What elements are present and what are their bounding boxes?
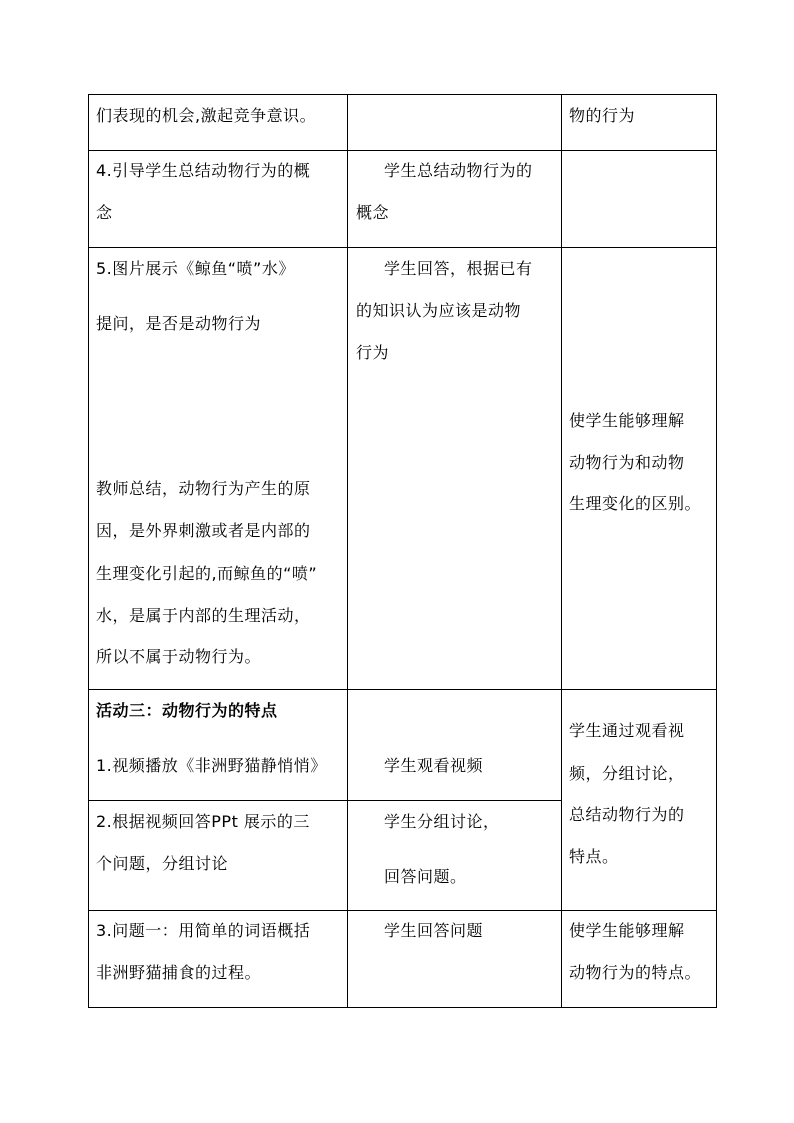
row3-summary-line3: 生理变化引起的,而鲸鱼的“喷” [96, 564, 318, 583]
row6-student-line1: 学生回答问题 [384, 921, 484, 940]
row2-teacher-line1: 4.引导学生总结动物行为的概 [96, 161, 311, 180]
activity-three-heading: 活动三：动物行为的特点 [96, 701, 278, 720]
row3-teacher-line2: 提问，是否是动物行为 [96, 314, 262, 333]
row4-design-line1: 学生通过观看视 [569, 721, 685, 740]
row3-student-line2: 的知识认为应该是动物 [356, 301, 522, 320]
row3-design-line2: 动物行为和动物 [569, 453, 685, 472]
row3-design-line3: 生理变化的区别。 [569, 494, 702, 513]
row3-teacher-line1: 5.图片展示《鲸鱼“喷”水》 [96, 259, 295, 278]
row2-student-line1: 学生总结动物行为的 [384, 161, 533, 180]
row3-summary-line4: 水，是属于内部的生理活动， [96, 606, 311, 625]
row3-summary-line5: 所以不属于动物行为。 [96, 647, 262, 666]
row4-design-line4: 特点。 [569, 847, 619, 866]
row2-student-line2: 概念 [356, 203, 390, 222]
row5-teacher-line2: 个问题，分组讨论 [96, 854, 229, 873]
row4-design-line3: 总结动物行为的 [569, 805, 685, 824]
row4-design-line2: 频，分组讨论， [569, 764, 685, 783]
row6-teacher-line1: 3.问题一：用简单的词语概括 [96, 921, 311, 940]
row6-teacher-line2: 非洲野猫捕食的过程。 [96, 963, 262, 982]
row6-design-line2: 动物行为的特点。 [569, 963, 702, 982]
row2-teacher-line2: 念 [96, 203, 113, 222]
row1-design-line1: 物的行为 [569, 106, 636, 125]
row3-student-line3: 行为 [356, 343, 390, 362]
row5-student-line1: 学生分组讨论， [384, 812, 500, 831]
row4-student-line1: 学生观看视频 [384, 756, 484, 775]
row1-teacher-line1: 们表现的机会,激起竞争意识。 [96, 106, 317, 125]
row4-teacher-line1: 1.视频播放《非洲野猫静悄悄》 [96, 756, 327, 775]
row5-student-line2: 回答问题。 [384, 867, 467, 886]
row3-summary-line2: 因，是外界刺激或者是内部的 [96, 521, 311, 540]
row6-design-line1: 使学生能够理解 [569, 921, 685, 940]
row3-design-line1: 使学生能够理解 [569, 411, 685, 430]
row3-student-line1: 学生回答，根据已有 [384, 259, 533, 278]
row5-teacher-line1: 2.根据视频回答PPt 展示的三 [96, 812, 310, 831]
row3-summary-line1: 教师总结，动物行为产生的原 [96, 479, 311, 498]
